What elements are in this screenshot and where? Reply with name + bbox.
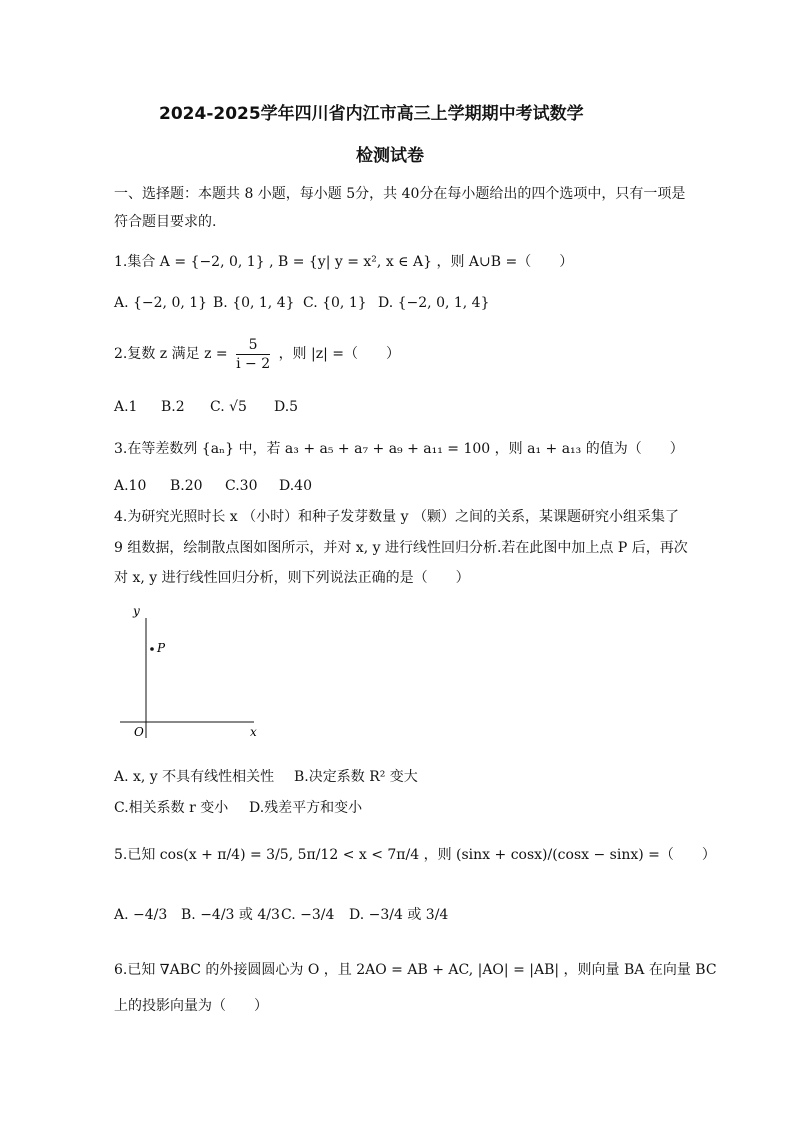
question-4-line2: 9 组数据，绘制散点图如图所示，并对 x, y 进行线性回归分析.若在此图中加上点 P 后，再次 xyxy=(114,540,688,556)
x-axis-label: x xyxy=(250,725,257,739)
y-axis-label: y xyxy=(133,604,140,618)
question-6-line1: 6.已知 ∇ABC 的外接圆圆心为 O ，且 2AO = AB + AC, |AO| = |AB| ，则向量 BA 在向量 BC xyxy=(114,962,717,978)
section-instructions-cont: 符合题目要求的. xyxy=(114,214,217,230)
question-5-stem: 5.已知 cos(x + π/4) = 3/5, 5π/12 < x < 7π/4 ，则 (sinx + cosx)/(cosx − sinx) =（ ） xyxy=(114,847,716,863)
q4-option-d: D.残差平方和变小 xyxy=(249,800,363,816)
q1-option-c: C. {0, 1} xyxy=(303,295,367,311)
q4-option-c: C.相关系数 r 变小 xyxy=(114,800,229,816)
question-2-stem xyxy=(114,336,400,376)
q2-option-b: B.2 xyxy=(161,399,185,415)
question-6-line2: 上的投影向量为（ ） xyxy=(114,998,268,1014)
q1-option-a: A. {−2, 0, 1} xyxy=(114,295,208,311)
scatter-figure xyxy=(114,598,264,746)
page-title: 2024-2025学年四川省内江市高三上学期期中考试数学 xyxy=(159,104,584,124)
q4-option-a: A. x, y 不具有线性相关性 xyxy=(114,769,275,785)
q1-option-b: B. {0, 1, 4} xyxy=(213,295,295,311)
q2-stem-start: 2.复数 z 满足 z = xyxy=(114,346,228,362)
q2-frac-num: 5 xyxy=(236,336,270,355)
q1-option-d: D. {−2, 0, 1, 4} xyxy=(378,295,490,311)
question-3-stem: 3.在等差数列 {aₙ} 中，若 a₃ + a₅ + a₇ + a₉ + a₁₁ = 100 ，则 a₁ + a₁₃ 的值为（ ） xyxy=(114,441,684,457)
q2-option-c: C. √5 xyxy=(210,399,247,415)
q2-frac-den: i − 2 xyxy=(236,356,271,372)
origin-label: O xyxy=(134,725,144,739)
q5-option-b: B. −4/3 或 4/3 xyxy=(181,907,280,923)
q2-stem-end: ，则 |z| =（ ） xyxy=(278,346,401,362)
question-4-line1: 4.为研究光照时长 x （小时）和种子发芽数量 y （颗）之间的关系，某课题研究小组采集了 xyxy=(114,509,679,525)
q2-option-a: A.1 xyxy=(114,399,138,415)
question-1-stem: 1.集合 A = {−2, 0, 1} , B = {y| y = x², x ∈ A} ，则 A∪B =（ ） xyxy=(114,254,574,270)
point-p xyxy=(150,647,154,651)
q4-option-b: B.决定系数 R² 变大 xyxy=(294,769,418,785)
question-4-line3: 对 x, y 进行线性回归分析，则下列说法正确的是（ ） xyxy=(114,570,470,586)
q5-option-d: D. −3/4 或 3/4 xyxy=(349,907,449,923)
q3-option-c: C.30 xyxy=(225,478,258,494)
section-instructions: 一、选择题：本题共 8 小题，每小题 5分，共 40分在每小题给出的四个选项中，只有一项是 xyxy=(114,186,686,202)
q5-option-a: A. −4/3 xyxy=(114,907,168,923)
q3-option-d: D.40 xyxy=(279,478,312,494)
q3-option-b: B.20 xyxy=(170,478,203,494)
q2-option-d: D.5 xyxy=(274,399,299,415)
point-p-label: P xyxy=(157,641,166,655)
page-subtitle: 检测试卷 xyxy=(356,146,424,166)
q2-fraction xyxy=(236,336,270,373)
q3-option-a: A.10 xyxy=(114,478,147,494)
q5-option-c: C. −3/4 xyxy=(281,907,335,923)
